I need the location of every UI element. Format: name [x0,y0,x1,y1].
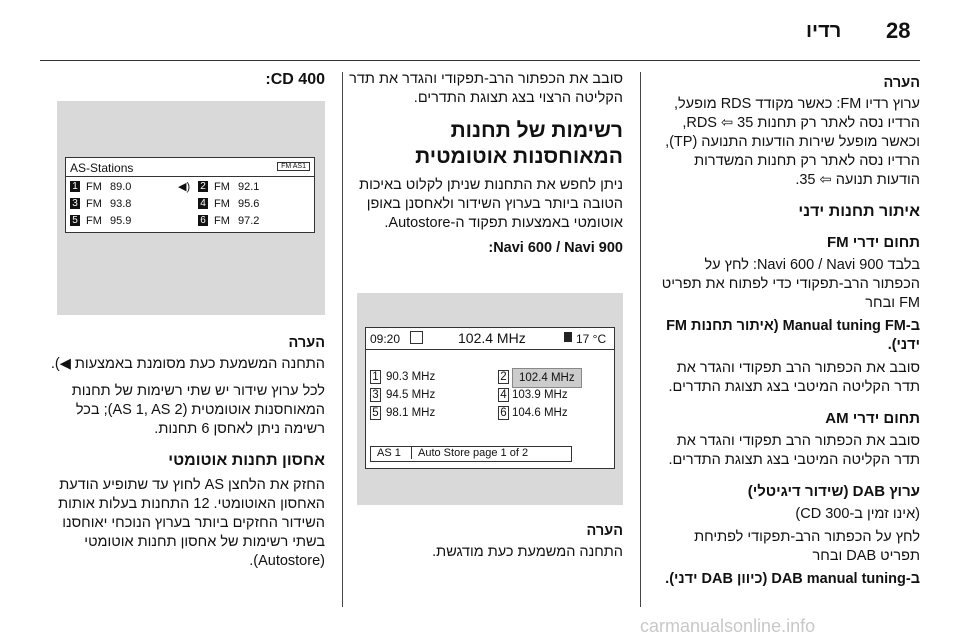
preset-frequency[interactable]: 95.6 [238,198,260,210]
note-text: התחנה המשמעת כעת מסומנת באמצעות ◀). [50,356,325,372]
preset-frequency[interactable]: 93.8 [110,198,132,210]
preset-number: 4 [498,388,509,402]
dab-heading: ערוץ DAB (שידור דיגיטלי) [747,483,920,500]
preset-row [70,196,310,213]
section-heading: איתור תחנות ידני [798,203,920,220]
preset-frequency[interactable]: 92.1 [238,181,260,193]
preset-frequency[interactable]: 97.2 [238,215,260,227]
note-heading: הערה [288,335,325,351]
status-icon [410,331,423,344]
frequency: 102.4 MHz [458,330,526,346]
preset-row [70,213,310,230]
preset-frequency[interactable]: 95.9 [110,215,132,227]
phone-icon [564,332,572,342]
navi-display [365,327,615,469]
dab-subheading: (אינו זמין ב-CD 300) [795,506,920,522]
preset-number: 6 [498,406,509,420]
column-left [40,70,325,93]
am-text: סובב את הכפתור הרב תפקודי והגדר את תדר הקליטה המיטבי בצג תצוגת התדרים. [668,433,920,468]
autostore-text: ניתן לחפש את התחנות שניתן לקלוט באיכות הטובה ביותר בערוץ השידור ולאחסנן באופן אוטומטי באמצעות תפקוד ה-Autostore. [359,177,623,231]
note-heading: הערה [586,523,623,539]
preset-number: 5 [370,406,381,420]
chapter-title: רדיו [806,20,842,42]
dab-text: לחץ על הכפתור הרב-תפקודי לפתיחת תפריט DAB ובחר [694,529,920,564]
cd400-title: CD 400: [265,71,325,88]
watermark: carmanualsonline.info [640,616,816,636]
temperature: 17 °C [576,332,607,346]
preset-band: FM [214,198,230,210]
store-text: החזק את הלחצן AS לחוץ עד שתופיע הודעת האחסון האוטומטי. 12 התחנות בעלות אותות השידור החזקים ביותר בערוץ הנוכחי יאוחסנו בשתי רשימות של אחסון תחנות אוטומטי (Autostore). [58,477,325,569]
cd400-screenshot [57,101,325,315]
divider [66,176,314,177]
preset-number: 1 [70,181,80,192]
preset-band: FM [86,198,102,210]
store-heading: אחסון תחנות אוטומטי [168,452,325,469]
page-header [0,0,960,60]
column-right [655,70,920,593]
fm-menu-item: ב-Manual tuning FM (איתור תחנות FM ידני). [666,318,920,353]
am-heading: תחום ידרי AM [825,410,920,427]
section-title: רשימות של תחנות המאוחסנות אוטומטית [415,119,623,168]
preset-band: FM [214,215,230,227]
fm-heading: תחום ידרי FM [826,234,920,251]
as-tag[interactable]: AS 1 [377,447,401,459]
preset-number: 2 [198,181,208,192]
preset-frequency[interactable]: 103.9 MHz [512,389,568,401]
preset-frequency[interactable]: 90.3 MHz [386,371,436,383]
note-text: ערוץ רדיו FM: כאשר מקודד RDS מופעל, הרדיו נסה לאתר רק תחנות RDS ⇦ 35, וכאשר מופעל שירות הודעות התנועה (TP), הרדיו נסה לאתר רק תחנות המשדרות הודעות תנועה ⇦ 35. [665,96,920,188]
preset-frequency[interactable]: 104.6 MHz [512,407,568,419]
dab-menu-item: ב-DAB manual tuning (כיוון DAB ידני). [665,571,920,587]
as-page-text: Auto Store page 1 of 2 [411,447,528,459]
column-divider [640,72,641,607]
note-text: התחנה המשמעת כעת מודגשת. [432,544,623,560]
preset-number: 3 [370,388,381,402]
middle-note [345,518,623,566]
fm-text: בלבד Navi 600 / Navi 900: לחץ על הכפתור הרב-תפקודי כדי לפתוח את תפריט FM ובחר [661,257,920,311]
preset-number: 1 [370,370,381,384]
preset-grid [70,179,310,230]
preset-band: FM [86,181,102,193]
header-rule [40,60,920,61]
preset-frequency-selected[interactable]: 102.4 MHz [512,368,582,388]
preset-number: 2 [498,370,509,384]
models-label: Navi 600 / Navi 900: [488,240,623,256]
display-tag: FM AS1 [277,162,310,171]
autostore-bar [370,446,572,462]
preset-frequency[interactable]: 98.1 MHz [386,407,436,419]
preset-row [370,368,610,386]
speaker-icon: ◀) [178,181,191,193]
column-middle [345,70,623,262]
preset-number: 4 [198,198,208,209]
preset-frequency[interactable]: 89.0 [110,181,132,193]
preset-row [370,386,610,404]
lists-text: לכל ערוץ שידור יש שתי רשימות של תחנות המאוחסנות אוטומטית (AS 1, AS 2); בכל רשימה ניתן לאחסן 6 תחנות. [71,383,325,437]
navi-screenshot [357,293,623,505]
preset-band: FM [86,215,102,227]
cd400-display [65,157,315,233]
fm-text-2: סובב את הכפתור הרב תפקודי והגדר את תדר הקליטה המיטבי בצג תצוגת התדרים. [668,360,920,395]
preset-number: 6 [198,215,208,226]
page-number: 28 [886,18,911,43]
preset-number: 5 [70,215,80,226]
preset-frequency[interactable]: 94.5 MHz [386,389,436,401]
preset-list [370,368,610,422]
preset-band: FM [214,181,230,193]
left-text [40,330,325,575]
divider [366,349,614,350]
preset-number: 3 [70,198,80,209]
preset-row [370,404,610,422]
note-heading: הערה [883,75,920,91]
clock: 09:20 [370,332,401,346]
display-title: AS-Stations [70,161,134,175]
preset-row [70,179,310,196]
intro-text: סובב את הכפתור הרב-תפקודי והגדר את תדר הקליטה הרצוי בצג תצוגת התדרים. [349,71,623,106]
column-divider [342,72,343,607]
